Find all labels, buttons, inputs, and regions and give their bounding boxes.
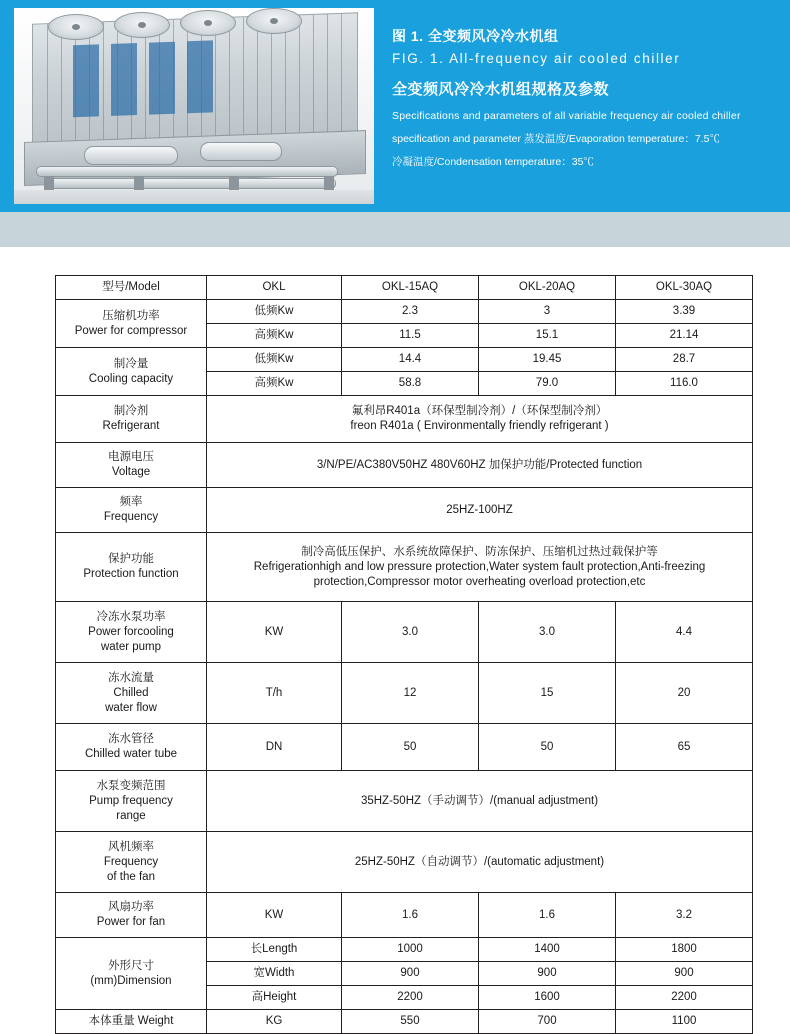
unit-cell: 低频Kw bbox=[207, 300, 342, 324]
table-row bbox=[56, 771, 753, 832]
label-en: Pump frequency bbox=[89, 794, 173, 807]
row-label-pump-power bbox=[56, 602, 207, 663]
protection-en-1: Refrigerationhigh and low pressure protection,Water system fault protection,Anti-freezing bbox=[253, 560, 706, 573]
value-cell: 15 bbox=[479, 663, 616, 724]
unit-cell: KG bbox=[207, 1010, 342, 1034]
value-cell: 19.45 bbox=[479, 348, 616, 372]
label-en: Frequency bbox=[103, 855, 159, 868]
value-cell: 1.6 bbox=[479, 893, 616, 938]
label-cn: 外形尺寸 bbox=[108, 959, 154, 972]
value-cell: 900 bbox=[342, 962, 479, 986]
value-cell: 1400 bbox=[479, 938, 616, 962]
value-cell: 1100 bbox=[616, 1010, 753, 1034]
figure-caption-en: FIG. 1. All-frequency air cooled chiller bbox=[392, 51, 681, 66]
table-row bbox=[56, 488, 753, 533]
label-cn: 冻水流量 bbox=[108, 671, 154, 684]
table-row bbox=[56, 938, 753, 962]
banner-text-block bbox=[392, 26, 778, 171]
row-label-frequency bbox=[56, 488, 207, 533]
pump-frequency-value: 35HZ-50HZ（手动调节）/(manual adjustment) bbox=[207, 771, 753, 832]
label-cn: 频率 bbox=[119, 496, 143, 508]
table-header-row bbox=[56, 276, 753, 300]
value-cell: 1.6 bbox=[342, 893, 479, 938]
table-row bbox=[56, 443, 753, 488]
label-en: Frequency bbox=[103, 511, 159, 523]
refrigerant-cn: 氟利昂R401a（环保型制冷剂）/（环保型制冷剂） bbox=[351, 405, 608, 417]
label-cn: 水泵变频范围 bbox=[96, 779, 166, 792]
header-model-1: OKL-15AQ bbox=[342, 276, 479, 300]
label-en2: water flow bbox=[105, 701, 157, 714]
unit-cell: DN bbox=[207, 724, 342, 771]
banner-bottom-strip bbox=[0, 212, 790, 247]
unit-cell: T/h bbox=[207, 663, 342, 724]
label-cn: 冷冻水泵功率 bbox=[96, 610, 166, 623]
label-en: Power forcooling bbox=[88, 625, 174, 638]
label-cn: 制冷剂 bbox=[113, 405, 149, 417]
value-cell: 50 bbox=[342, 724, 479, 771]
label-en: Chilled water tube bbox=[84, 748, 178, 760]
unit-cell: 长Length bbox=[207, 938, 342, 962]
row-label-cooling-capacity bbox=[56, 348, 207, 396]
refrigerant-en: freon R401a ( Environmentally friendly refrigerant ) bbox=[350, 420, 609, 432]
chiller-photo bbox=[14, 8, 374, 204]
value-cell: 28.7 bbox=[616, 348, 753, 372]
value-cell: 1000 bbox=[342, 938, 479, 962]
unit-cell: KW bbox=[207, 893, 342, 938]
value-cell: 65 bbox=[616, 724, 753, 771]
value-cell: 900 bbox=[616, 962, 753, 986]
header-model-label: 型号/Model bbox=[56, 276, 207, 300]
unit-cell: 高频Kw bbox=[207, 324, 342, 348]
value-cell: 900 bbox=[479, 962, 616, 986]
specification-table bbox=[55, 275, 753, 1034]
label-en: Protection function bbox=[83, 568, 179, 580]
row-label-water-tube bbox=[56, 724, 207, 771]
label-cn: 压缩机功率 bbox=[102, 309, 160, 322]
label-en: Voltage bbox=[111, 466, 151, 478]
value-cell: 1600 bbox=[479, 986, 616, 1010]
fan-icon bbox=[246, 8, 302, 34]
header-series: OKL bbox=[207, 276, 342, 300]
voltage-value: 3/N/PE/AC380V50HZ 480V60HZ 加保护功能/Protected function bbox=[207, 443, 753, 488]
label-cn: 制冷量 bbox=[113, 357, 149, 370]
fan-frequency-value: 25HZ-50HZ（自动调节）/(automatic adjustment) bbox=[207, 832, 753, 893]
row-label-pump-frequency-range bbox=[56, 771, 207, 832]
figure-caption-cn: 图 1. 全变频风冷冷水机组 bbox=[392, 28, 559, 44]
specification-table-wrapper bbox=[55, 275, 719, 1034]
value-cell: 21.14 bbox=[616, 324, 753, 348]
label-cn: 冻水管径 bbox=[108, 733, 154, 745]
label-en: Power for fan bbox=[96, 916, 166, 928]
table-row bbox=[56, 348, 753, 372]
protection-en-2: protection,Compressor motor overheating overload protection,etc bbox=[313, 575, 646, 588]
table-row bbox=[56, 893, 753, 938]
row-label-refrigerant bbox=[56, 396, 207, 443]
table-row bbox=[56, 724, 753, 771]
pipe bbox=[44, 178, 336, 189]
row-label-water-flow bbox=[56, 663, 207, 724]
spec-title-cn: 全变频风冷冷水机组规格及参数 bbox=[392, 81, 610, 98]
value-cell: 1800 bbox=[616, 938, 753, 962]
value-cell: 700 bbox=[479, 1010, 616, 1034]
unit-cell: 宽Width bbox=[207, 962, 342, 986]
table-row bbox=[56, 832, 753, 893]
row-label-voltage bbox=[56, 443, 207, 488]
header-model-3: OKL-30AQ bbox=[616, 276, 753, 300]
table-row bbox=[56, 663, 753, 724]
value-cell: 3.0 bbox=[342, 602, 479, 663]
unit-cell: 高Height bbox=[207, 986, 342, 1010]
table-row bbox=[56, 602, 753, 663]
label-en: Refrigerant bbox=[102, 420, 160, 432]
label-en2: of the fan bbox=[107, 870, 155, 883]
value-cell: 20 bbox=[616, 663, 753, 724]
receiver-tank bbox=[84, 146, 178, 165]
label-cn: 风机频率 bbox=[108, 840, 154, 853]
frequency-value: 25HZ-100HZ bbox=[207, 488, 753, 533]
value-cell: 2200 bbox=[342, 986, 479, 1010]
unit-cell: 高频Kw bbox=[207, 372, 342, 396]
floor-shadow bbox=[14, 190, 374, 204]
value-cell: 3.0 bbox=[479, 602, 616, 663]
protection-value bbox=[207, 533, 753, 602]
value-cell: 12 bbox=[342, 663, 479, 724]
table-row bbox=[56, 1010, 753, 1034]
row-label-fan-frequency bbox=[56, 832, 207, 893]
label-cn: 电源电压 bbox=[108, 451, 154, 463]
row-label-dimension bbox=[56, 938, 207, 1010]
protection-cn: 制冷高低压保护、水系统故障保护、防冻保护、压缩机过热过载保护等 bbox=[301, 545, 658, 558]
value-cell: 79.0 bbox=[479, 372, 616, 396]
pipe bbox=[36, 166, 338, 177]
value-cell: 58.8 bbox=[342, 372, 479, 396]
label-en2: water pump bbox=[100, 640, 162, 653]
value-cell: 15.1 bbox=[479, 324, 616, 348]
value-cell: 14.4 bbox=[342, 348, 479, 372]
value-cell: 3.2 bbox=[616, 893, 753, 938]
label-en: Power for compressor bbox=[74, 324, 188, 337]
fan-icon bbox=[180, 10, 236, 36]
label-en: Chilled bbox=[113, 686, 149, 699]
header-model-2: OKL-20AQ bbox=[479, 276, 616, 300]
fan-icon bbox=[114, 12, 170, 38]
unit-cell: KW bbox=[207, 602, 342, 663]
value-cell: 116.0 bbox=[616, 372, 753, 396]
value-cell: 4.4 bbox=[616, 602, 753, 663]
spec-subtitle-line1: Specifications and parameters of all variable frequency air cooled chiller bbox=[392, 110, 741, 122]
row-label-compressor-power bbox=[56, 300, 207, 348]
row-label-fan-power bbox=[56, 893, 207, 938]
value-cell: 50 bbox=[479, 724, 616, 771]
label-en2: range bbox=[116, 809, 146, 822]
value-cell: 2.3 bbox=[342, 300, 479, 324]
value-cell: 2200 bbox=[616, 986, 753, 1010]
label-cn: 风扇功率 bbox=[108, 901, 154, 913]
value-cell: 550 bbox=[342, 1010, 479, 1034]
spec-subtitle-line2: specification and parameter 蒸发温度/Evaporation temperature：7.5℃ bbox=[392, 133, 720, 145]
receiver-tank bbox=[200, 142, 282, 161]
table-row bbox=[56, 300, 753, 324]
refrigerant-value bbox=[207, 396, 753, 443]
unit-cell: 低频Kw bbox=[207, 348, 342, 372]
label-en: Cooling capacity bbox=[88, 372, 174, 385]
row-label-weight: 本体重量 Weight bbox=[56, 1010, 207, 1034]
table-row bbox=[56, 533, 753, 602]
fan-icon bbox=[48, 14, 104, 40]
table-row bbox=[56, 396, 753, 443]
spec-subtitle-line3: 冷凝温度/Condensation temperature：35℃ bbox=[392, 156, 594, 168]
header-banner bbox=[0, 0, 790, 212]
value-cell: 11.5 bbox=[342, 324, 479, 348]
label-en: (mm)Dimension bbox=[90, 974, 172, 987]
row-label-protection bbox=[56, 533, 207, 602]
value-cell: 3.39 bbox=[616, 300, 753, 324]
value-cell: 3 bbox=[479, 300, 616, 324]
label-cn: 保护功能 bbox=[108, 553, 154, 565]
